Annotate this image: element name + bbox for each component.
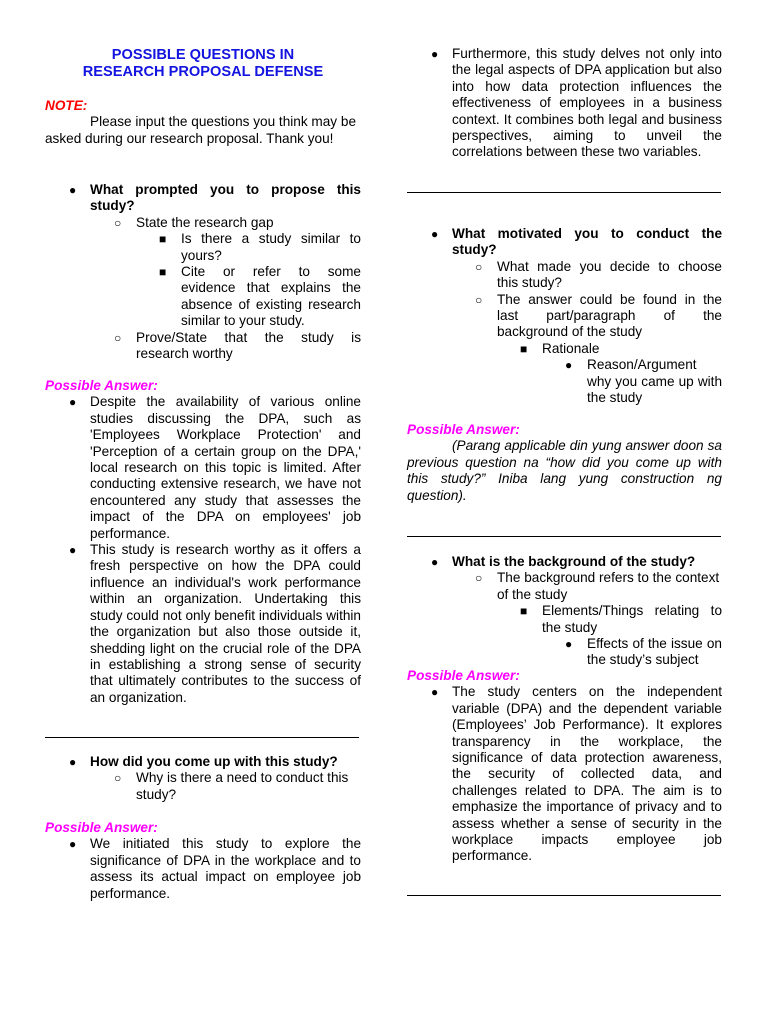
square-bullet-icon: ■ [159, 232, 167, 247]
answer-2-item-2-text: Furthermore, this study delves not only into the legal aspects of DPA application but also into how data protection influences the effectiveness of employees in a business context. It combines both legal and business perspectives, aiming to unveil the correlations between these two variables. [452, 46, 722, 160]
answer-2-item-2 [407, 46, 722, 161]
question-3-block [407, 226, 722, 406]
question-3-sub-2 [407, 292, 722, 341]
question-4-sub-1-text: The background refers to the context of the study [497, 570, 720, 602]
question-1-sub-2-text: Prove/State that the study is research worthy [136, 329, 361, 362]
section-divider [407, 536, 721, 537]
answer-1-item-1 [45, 394, 361, 542]
question-2-block [45, 754, 361, 803]
question-1-sub-1 [45, 215, 361, 231]
question-4-block [407, 554, 722, 669]
question-3-sub-2-item-text: Rationale [542, 340, 600, 356]
section-divider [407, 895, 721, 896]
title-line-1: POSSIBLE QUESTIONS IN [111, 47, 295, 63]
question-4 [407, 554, 722, 570]
question-4-text: What is the background of the study? [452, 554, 696, 569]
question-4-sub-1-item-detail-text: Effects of the issue on the study’s subject [587, 636, 722, 668]
answer-label: Possible Answer: [45, 378, 158, 393]
answer-1-item-2 [45, 542, 361, 706]
bullet-icon: ● [69, 543, 77, 558]
answer-1-block [45, 378, 361, 706]
question-1 [45, 182, 361, 215]
answer-label: Possible Answer: [407, 668, 520, 683]
answer-label: Possible Answer: [407, 422, 520, 437]
question-3-sub-2-item-detail [407, 357, 722, 406]
question-1-block [45, 182, 361, 362]
square-bullet-icon: ■ [159, 265, 167, 280]
bullet-icon: ● [69, 755, 77, 769]
bullet-icon: ● [69, 183, 77, 197]
bullet-icon: ● [565, 637, 573, 652]
bullet-icon: ● [431, 685, 439, 700]
hollow-bullet-icon: ○ [475, 259, 483, 274]
bullet-icon: ● [431, 47, 439, 61]
answer-4-item-1-text: The study centers on the independent variable (DPA) and the dependent variable (Employees’ Job Performance). It explores transparency in the workplace, the significance of data protection awareness, the security of collected data, and challenges related to DPA. The aim is to emphasize the importance of privacy and to assess whether a sense of security in the workplace impacts employee job performance. [452, 684, 722, 864]
question-1-sub-1-text: State the research gap [136, 214, 274, 230]
hollow-bullet-icon: ○ [114, 330, 122, 345]
section-divider [45, 737, 359, 738]
question-3-sub-1-text: What made you decide to choose this study? [497, 258, 722, 291]
bullet-icon: ● [69, 837, 77, 852]
answer-4-block [407, 668, 722, 865]
answer-1-item-2-text: This study is research worthy as it offers a fresh perspective on how the DPA could influence an individual's work performance within an organization. Undertaking this study could not only benefit individuals within the organization but also those outside it, shedding light on the crucial role of the DPA in establishing a strong sense of security that ultimately contributes to the success of an organization. [90, 542, 361, 705]
document-title [45, 47, 361, 81]
question-2-sub-1 [45, 770, 361, 803]
question-1-sub-1-item-2 [45, 264, 361, 330]
question-4-sub-1-item-text: Elements/Things relating to the study [542, 603, 722, 635]
bullet-icon: ● [431, 227, 439, 241]
note-label: NOTE: [45, 98, 88, 113]
title-line-2: RESEARCH PROPOSAL DEFENSE [82, 64, 324, 80]
question-4-sub-1-item-detail [407, 636, 722, 669]
note-block [45, 98, 361, 147]
question-2-sub-1-text: Why is there a need to conduct this study? [136, 770, 349, 802]
section-divider [407, 192, 721, 193]
question-1-sub-2 [45, 330, 361, 363]
question-4-sub-1 [407, 570, 722, 603]
question-3 [407, 226, 722, 259]
question-3-sub-1 [407, 259, 722, 292]
hollow-bullet-icon: ○ [475, 292, 483, 307]
question-1-sub-1-item-2-text: Cite or refer to some evidence that explains the absence of existing research similar to your study. [181, 264, 361, 329]
question-4-sub-1-item [407, 603, 722, 636]
square-bullet-icon: ■ [520, 604, 528, 619]
question-3-sub-2-item [407, 341, 722, 357]
note-text: Please input the questions you think may be asked during our research proposal. Thank you! [45, 114, 357, 146]
bullet-icon: ● [431, 555, 439, 569]
answer-4-item-1 [407, 684, 722, 864]
question-1-sub-1-item-1 [45, 231, 361, 264]
bullet-icon: ● [565, 358, 573, 373]
question-3-text: What motivated you to conduct the study? [452, 226, 722, 258]
answer-3-text: (Parang applicable din yung answer doon sa previous question na “how did you come up with this study?” Iniba lang yung construction ng question). [407, 438, 722, 503]
hollow-bullet-icon: ○ [475, 571, 483, 586]
hollow-bullet-icon: ○ [114, 771, 122, 786]
bullet-icon: ● [69, 395, 77, 410]
question-3-sub-2-item-detail-text: Reason/Argument why you came up with the study [587, 357, 722, 406]
answer-3-block [407, 422, 722, 504]
hollow-bullet-icon: ○ [114, 215, 122, 230]
question-1-text: What prompted you to propose this study? [90, 182, 361, 214]
question-1-sub-1-item-1-text: Is there a study similar to yours? [181, 231, 361, 263]
question-2-text: How did you come up with this study? [90, 754, 338, 769]
answer-2-continued-block [407, 46, 722, 161]
question-2 [45, 754, 361, 770]
answer-2-item-1-text: We initiated this study to explore the significance of DPA in the workplace and to assess its actual impact on employee job performance. [90, 836, 361, 901]
answer-2-item-1 [45, 836, 361, 902]
question-3-sub-2-text: The answer could be found in the last part/paragraph of the background of the study [497, 291, 722, 340]
answer-label: Possible Answer: [45, 820, 158, 835]
answer-1-item-1-text: Despite the availability of various online studies discussing the DPA, such as 'Employees Workplace Protection' and 'Perception of a certain group on the DPA,' local research on this topic is limited. After conducting extensive research, we have not encountered any study that assesses the impact of the DPA on employees' job performance. [90, 394, 361, 541]
answer-2-block [45, 820, 361, 902]
square-bullet-icon: ■ [520, 341, 528, 356]
